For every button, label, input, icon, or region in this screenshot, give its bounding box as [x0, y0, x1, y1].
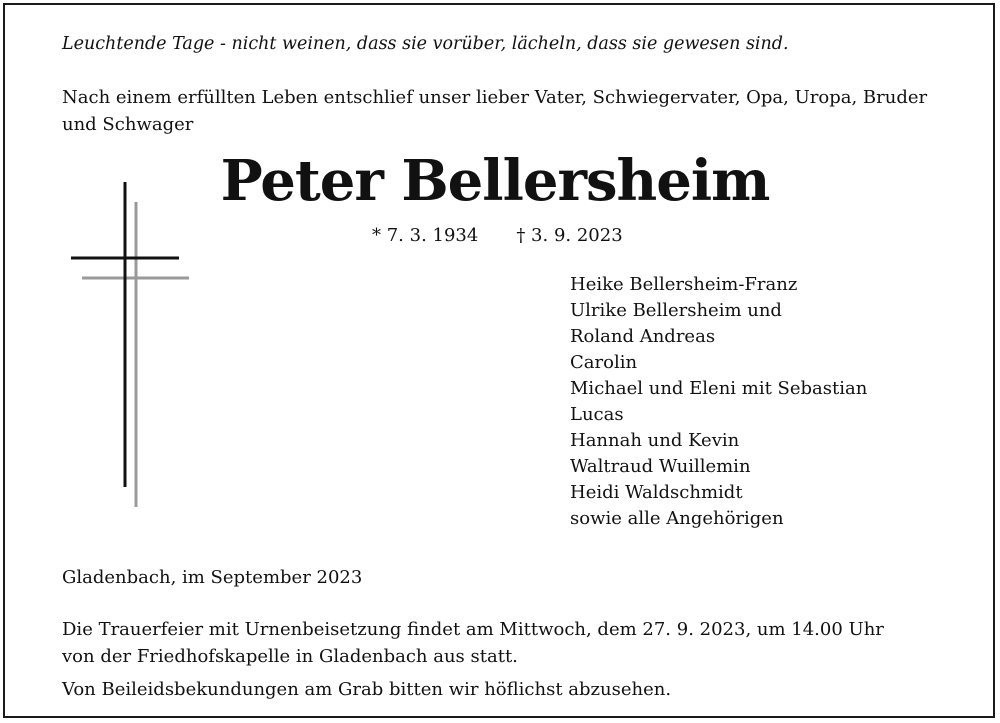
service-line: Die Trauerfeier mit Urnenbeisetzung findet am Mittwoch, dem 27. 9. 2023, um 14.00 Uhr: [62, 619, 884, 640]
death-date: † 3. 9. 2023: [516, 225, 623, 246]
condolence-note: Von Beileidsbekundungen am Grab bitten wir höflichst abzusehen.: [62, 679, 672, 700]
list-item: sowie alle Angehörigen: [570, 508, 784, 529]
mourners-list: [570, 272, 867, 532]
list-item: Ulrike Bellersheim und: [570, 300, 782, 321]
place-date: Gladenbach, im September 2023: [62, 567, 363, 588]
motto-quote: Leuchtende Tage - nicht weinen, dass sie vorüber, lächeln, dass sie gewesen sind.: [62, 34, 789, 54]
service-info: [62, 616, 884, 670]
list-item: Heike Bellersheim-Franz: [570, 274, 798, 295]
intro-text: Nach einem erfüllten Leben entschlief unser lieber Vater, Schwiegervater, Opa, Uropa, Bruder und Schwager: [62, 87, 928, 135]
service-line: von der Friedhofskapelle in Gladenbach aus statt.: [62, 646, 518, 667]
list-item: Lucas: [570, 404, 624, 425]
list-item: Waltraud Wuillemin: [570, 456, 751, 477]
list-item: Heidi Waldschmidt: [570, 482, 743, 503]
life-dates: [372, 222, 623, 249]
list-item: Roland Andreas: [570, 326, 716, 347]
birth-date: * 7. 3. 1934: [372, 225, 479, 246]
cross-icon: [68, 182, 192, 512]
list-item: Michael und Eleni mit Sebastian: [570, 378, 868, 399]
list-item: Carolin: [570, 352, 638, 373]
deceased-name: Peter Bellersheim: [220, 148, 770, 214]
list-item: Hannah und Kevin: [570, 430, 740, 451]
